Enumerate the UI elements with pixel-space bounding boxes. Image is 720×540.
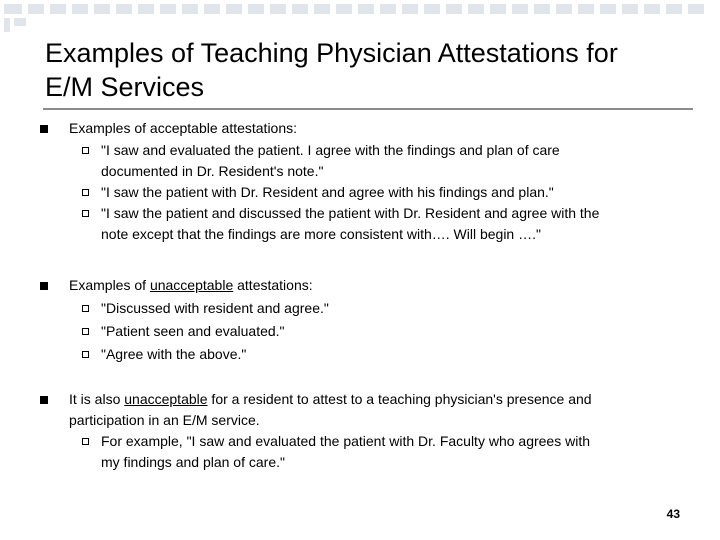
slide-title	[45, 36, 705, 104]
note-prefix: It is also	[69, 391, 125, 407]
slide-title-line-2: E/M Services	[45, 72, 205, 102]
unacceptable-example-1: "Discussed with resident and agree."	[101, 300, 329, 316]
hollow-square-bullet-icon	[82, 189, 89, 196]
label-prefix: Examples of	[69, 277, 150, 293]
bullet-square-icon	[40, 125, 48, 133]
label-suffix: attestations:	[233, 277, 313, 293]
acceptable-example-3-line-2: note except that the findings are more consistent with…. Will begin …."	[101, 226, 541, 242]
note-suffix: for a resident to attest to a teaching physician's presence and	[207, 391, 592, 407]
bullet-square-icon	[40, 396, 48, 404]
page-number: 43	[666, 507, 680, 521]
unacceptable-example-2: "Patient seen and evaluated."	[101, 323, 285, 339]
label-underlined-word: unacceptable	[149, 277, 234, 293]
bullet-square-icon	[40, 282, 48, 290]
acceptable-example-2: "I saw the patient with Dr. Resident and agree with his findings and plan."	[101, 184, 554, 200]
faculty-example-line-1: For example, "I saw and evaluated the patient with Dr. Faculty who agrees with	[101, 433, 590, 449]
hollow-square-bullet-icon	[82, 328, 89, 335]
hollow-square-bullet-icon	[82, 147, 89, 154]
unacceptable-example-3: "Agree with the above."	[101, 346, 247, 362]
resident-attestation-note-line-2: participation in an E/M service.	[69, 412, 260, 428]
slide-title-line-1: Examples of Teaching Physician Attestations for	[45, 38, 618, 68]
acceptable-example-1-line-1: "I saw and evaluated the patient. I agree with the findings and plan of care	[101, 142, 560, 158]
acceptable-example-3-line-1: "I saw the patient and discussed the patient with Dr. Resident and agree with the	[101, 205, 600, 221]
acceptable-example-1-line-2: documented in Dr. Resident's note."	[101, 163, 324, 179]
hollow-square-bullet-icon	[82, 438, 89, 445]
hollow-square-bullet-icon	[82, 305, 89, 312]
title-divider	[43, 108, 693, 110]
hollow-square-bullet-icon	[82, 210, 89, 217]
section-acceptable-label: Examples of acceptable attestations:	[69, 120, 298, 136]
decorative-square-pattern	[0, 0, 720, 34]
section-unacceptable-label	[69, 275, 699, 296]
faculty-example-line-2: my findings and plan of care."	[101, 454, 285, 470]
resident-attestation-note-line-1	[69, 389, 699, 410]
hollow-square-bullet-icon	[82, 351, 89, 358]
note-underlined-word: unacceptable	[124, 391, 208, 407]
